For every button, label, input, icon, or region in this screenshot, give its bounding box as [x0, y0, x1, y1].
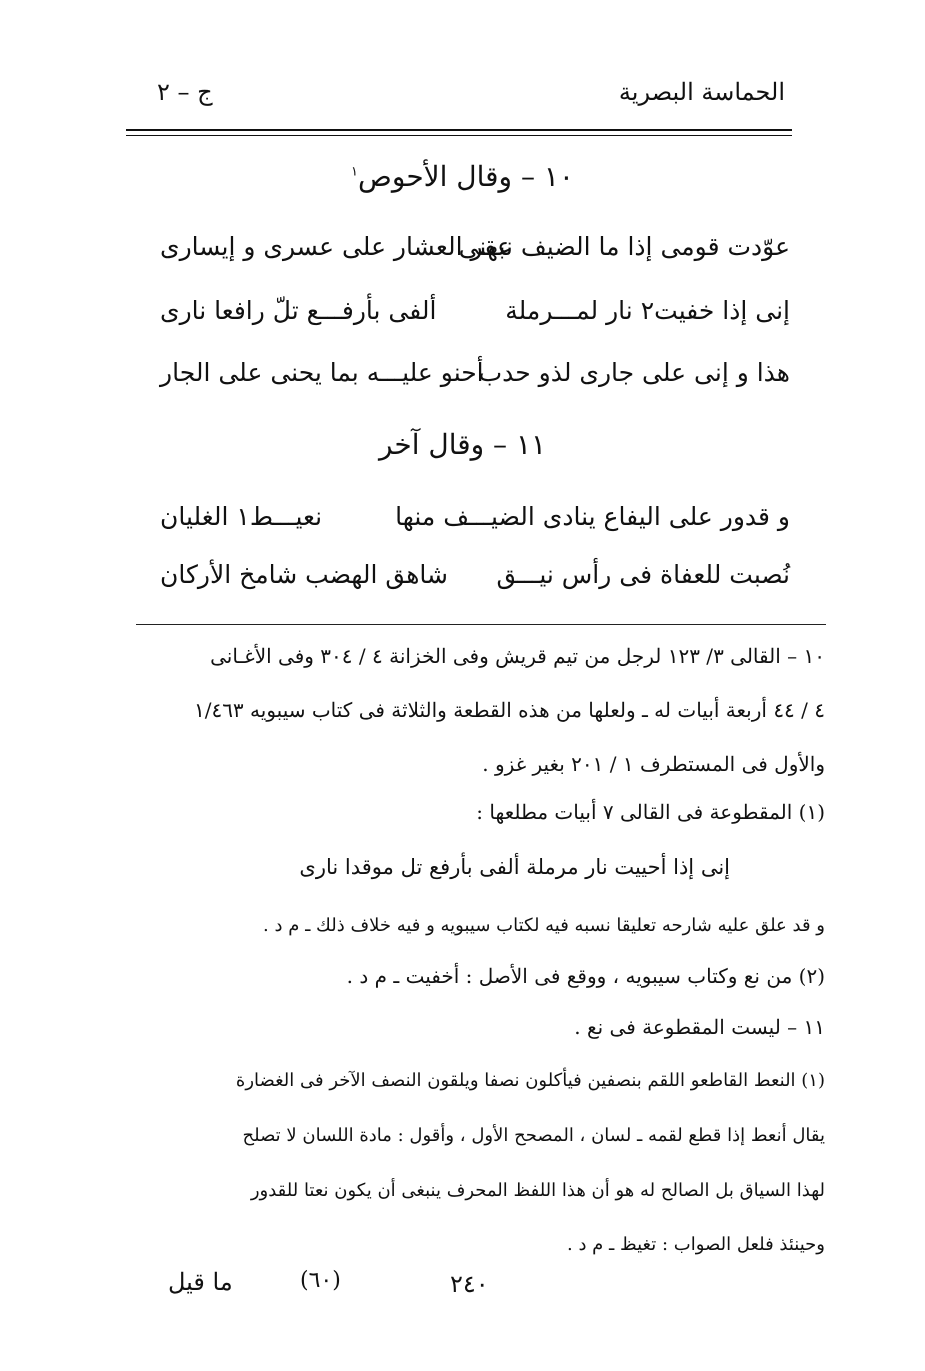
verse-first-hemistich: إنی إذا خفيت٢ نار لمـــرملة	[505, 296, 790, 325]
verse-second-hemistich: أحنو عليـــه بما يحنی علی الجار	[160, 358, 484, 387]
verse-second-hemistich: نعيـــط١ الغليان	[160, 502, 323, 531]
verse-line	[160, 232, 790, 272]
footnote-line: (١) المقطوعة فی القالی ٧ أبيات مطلعها :	[476, 800, 825, 824]
verse-first-hemistich: عوّدت قومی إذا ما الضيف نبهنی	[458, 232, 790, 261]
verse-line	[160, 502, 790, 542]
running-title: الحماسة البصرية	[618, 78, 785, 106]
footnote-line: لهذا السياق بل الصالح له هو أن هذا اللفظ المحرف ينبغی أن يكون نعتا للقدور	[250, 1180, 825, 1201]
poem-heading-10	[0, 160, 925, 193]
footnote-line: وحينئذ فلعل الصواب : تغيظ ـ م د .	[567, 1234, 825, 1255]
header-rule-thin	[126, 135, 792, 136]
verse-line	[160, 296, 790, 336]
footnote-line: يقال أنعط إذا قطع لقمه ـ لسان ، المصحح الأول ، وأقول : مادة اللسان لا تصلح	[242, 1125, 825, 1146]
footnote-line: (١) النعط القاطعو اللقم بنصفين فيأكلون نصفا ويلقون النصف الآخر فی الغضارة	[235, 1070, 825, 1091]
verse-second-hemistich: ألفی بأرفـــع تلّ رافعا ناری	[160, 296, 437, 325]
poem-heading-11: ١١ – وقال آخر	[378, 428, 547, 461]
footnote-line: والأول فی المستطرف ١ / ٢٠١ بغير غزو .	[482, 752, 825, 776]
footnote-separator	[136, 624, 826, 625]
quoted-verse: إنی إذا أحييت نار مرملة ألفی بأرفع تل موقدا ناری	[299, 855, 730, 879]
footnote-line: ١١ – ليست المقطوعة فی نع .	[574, 1015, 825, 1039]
header-rule-thick	[126, 129, 792, 131]
verse-first-hemistich: نُصبت للعفاة فی رأس نيـــق	[496, 560, 790, 589]
volume-mark: ج – ٢	[157, 78, 213, 106]
poem-heading-10-text: ١٠ – وقال الأحوص	[358, 160, 574, 193]
verse-second-hemistich: عقر العشار علی عسری و إيساری	[160, 232, 512, 261]
footnote-line: ٤ / ٤٤ أربعة أبيات له ـ ولعلها من هذه القطعة والثلاثة فی كتاب سيبويه ١/٤٦٣	[193, 698, 825, 722]
footnote-line: ١٠ – القالی ٣/ ١٢٣ لرجل من تيم قريش وفی الخزانة ٤ / ٣٠٤ وفی الأغـانی	[210, 644, 825, 668]
catchword: ما قيل	[168, 1268, 233, 1296]
verse-second-hemistich: شاهق الهضب شامخ الأركان	[160, 560, 449, 589]
footnote-line: و قد علق عليه شارحه تعليقا نسبه فيه لكتاب سيبويه و فيه خلاف ذلك ـ م د .	[263, 915, 825, 936]
poem-heading-10-footnote-mark: ١	[351, 164, 359, 180]
verse-line	[160, 560, 790, 600]
footnote-line: (٢) من نع وكتاب سيبويه ، ووقع فی الأصل : أخفيت ـ م د .	[346, 964, 825, 988]
verse-line	[160, 358, 790, 398]
verse-first-hemistich: هذا و إنی علی جاری لذو حدب	[478, 358, 790, 387]
folio-mark: (٦٠)	[300, 1268, 341, 1293]
page-number: ٢٤٠	[450, 1270, 489, 1298]
verse-first-hemistich: و قدور علی اليفاع ينادی الضيـــف منها	[395, 502, 790, 531]
